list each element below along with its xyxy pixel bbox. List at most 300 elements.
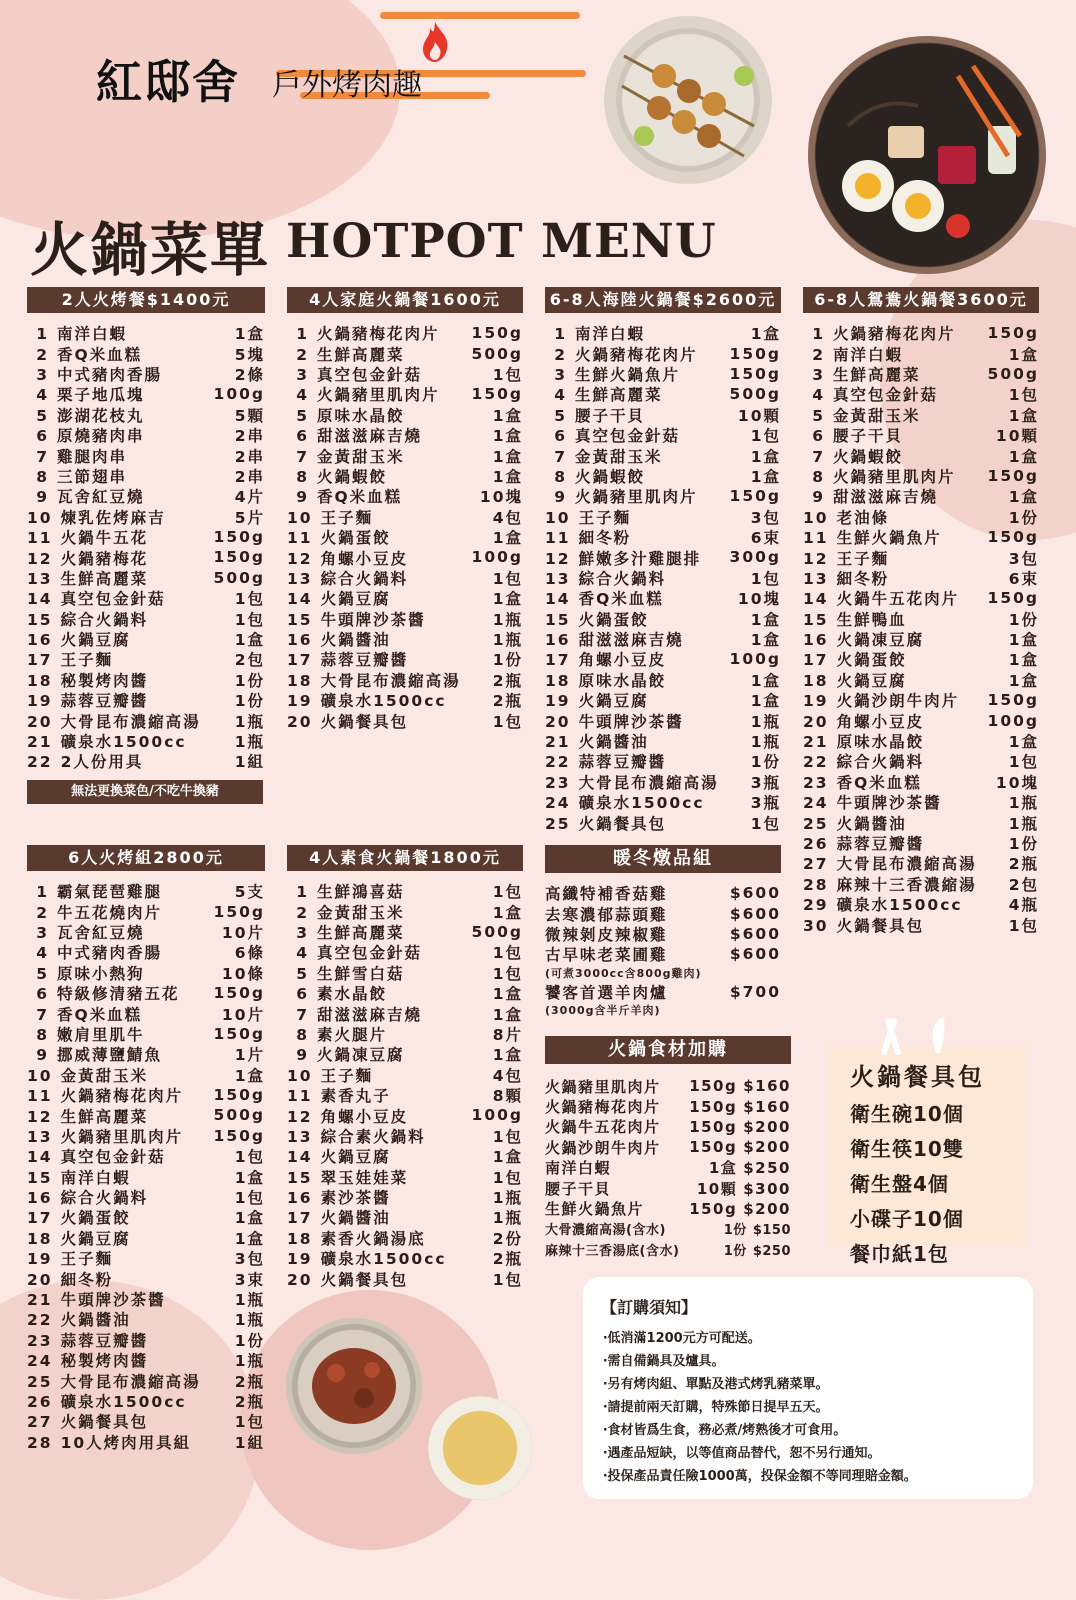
item-quantity: 1盒 [750,610,781,629]
item-name: 甜滋滋麻吉燒 [317,1005,423,1024]
item-name: 火鍋凍豆腐 [836,631,925,650]
item-name: 牛五花燒肉片 [57,903,163,922]
menu-item [287,1024,523,1044]
stew-name: 微辣剝皮辣椒雞 [545,925,668,944]
item-label [803,404,921,426]
addon-price: $200 [743,1117,791,1136]
set-2p-bbq [27,287,265,772]
item-name: 瓦舍紅豆燒 [57,923,145,942]
item-name: 生鮮高麗菜 [317,345,405,364]
item-name: 火鍋餐具包 [578,814,667,833]
item-number: 17 [27,651,53,670]
item-quantity: 1盒 [750,325,781,344]
item-name: 大骨昆布濃縮高湯 [60,712,201,731]
menu-item [287,343,523,363]
item-quantity: 1瓶 [492,1189,523,1208]
item-number: 24 [27,1352,53,1371]
item-number: 25 [27,1372,53,1391]
item-name: 火鍋蝦餃 [317,467,388,486]
item-label [803,363,921,385]
menu-item [27,710,265,730]
item-quantity: 150g [471,324,523,343]
item-label [287,608,426,630]
item-number: 10 [545,508,571,527]
menu-item [287,486,523,506]
item-label [545,547,701,569]
item-label [545,812,666,834]
item-number: 16 [287,1189,313,1208]
brush-stroke [380,12,580,19]
item-number: 8 [36,1025,49,1044]
item-quantity: 2串 [234,467,265,486]
item-name: 礦泉水1500cc [320,692,447,711]
item-label [27,921,145,943]
menu-item [803,364,1039,384]
item-number: 1 [554,325,567,344]
menu-item [287,568,523,588]
menu-item [287,405,523,425]
item-quantity: 150g [213,1086,265,1105]
item-name: 原味水晶餃 [578,671,667,690]
item-number: 18 [287,1229,313,1248]
item-label [287,1125,426,1147]
item-label [27,445,127,467]
item-label [803,424,903,446]
menu-item [545,507,781,527]
menu-item [803,588,1039,608]
page-title-en: HOTPOT MENU [286,214,717,269]
item-quantity: 1盒 [492,985,523,1004]
item-label [27,730,187,752]
item-name: 礦泉水1500cc [60,733,187,752]
item-name: 生鮮高麗菜 [60,1107,149,1126]
item-label [27,424,145,446]
menu-item [27,1146,265,1166]
item-quantity: 4瓶 [1008,896,1039,915]
item-quantity: 5片 [234,508,265,527]
item-number: 7 [812,447,825,466]
order-note-line: ‧食材皆爲生食，務必煮/烤熟後才可食用。 [603,1423,847,1438]
item-label [287,982,387,1004]
menu-item [27,1024,265,1044]
item-name: 腰子干貝 [833,427,904,446]
set-6p-bbq [27,845,265,1452]
item-number: 4 [296,944,309,963]
item-label [803,852,977,874]
item-name: 真空包金針菇 [833,386,939,405]
item-label [287,1003,422,1025]
item-number: 22 [803,753,829,772]
fork-knife-icon [874,1015,964,1055]
item-label [27,1145,166,1167]
item-number: 17 [287,651,313,670]
item-quantity: 1盒 [1008,733,1039,752]
item-label [287,1227,426,1249]
item-number: 6 [554,427,567,446]
item-name: 蒜蓉豆瓣醬 [320,651,409,670]
item-label [27,465,127,487]
menu-item [803,874,1039,894]
item-number: 13 [287,1127,313,1146]
item-name: 火鍋醬油 [578,733,649,752]
item-label [27,1206,131,1228]
item-number: 26 [803,834,829,853]
item-quantity: 100g [213,385,265,404]
menu-item [287,608,523,628]
item-label [27,1043,162,1065]
item-label [27,628,131,650]
item-label [27,648,113,670]
item-quantity: 1份 [1008,508,1039,527]
item-label [803,832,924,854]
item-number: 17 [545,651,571,670]
item-number: 14 [803,590,829,609]
addon-price: $200 [743,1138,791,1157]
item-label [27,404,145,426]
item-quantity: 1包 [234,610,265,629]
addon-item [545,1219,791,1239]
item-quantity: 1盒 [492,903,523,922]
menu-item [27,963,265,983]
item-number: 2 [36,903,49,922]
menu-item [287,983,523,1003]
menu-item [545,466,781,486]
item-name: 挪威薄鹽鯖魚 [57,1046,163,1065]
item-number: 15 [27,610,53,629]
item-quantity: 150g [213,1024,265,1043]
menu-item [545,731,781,751]
item-number: 16 [27,631,53,650]
item-label [27,962,145,984]
menu-item [27,731,265,751]
item-quantity: 1瓶 [234,712,265,731]
item-quantity: 5支 [234,883,265,902]
item-label [803,322,956,344]
tableware-kit-card [828,1045,1028,1266]
set-title: 6人火烤組2800元 [27,845,265,871]
item-label [287,1206,391,1228]
addon-qty: 150g [689,1117,738,1136]
menu-item [27,751,265,771]
item-number: 25 [545,814,571,833]
item-label [27,1247,113,1269]
item-name: 火鍋凍豆腐 [317,1046,405,1065]
item-label [287,506,373,528]
addon-qty: 150g [689,1199,738,1218]
item-number: 24 [545,794,571,813]
item-quantity: 4片 [234,488,265,507]
item-number: 17 [27,1209,53,1228]
item-number: 21 [27,1291,53,1310]
item-number: 15 [287,610,313,629]
addon-qty-price [689,1138,791,1156]
item-label [545,730,649,752]
item-number: 22 [27,1311,53,1330]
item-quantity: 2瓶 [234,1372,265,1391]
item-name: 綜合火鍋料 [578,569,667,588]
menu-item [287,1268,523,1288]
item-number: 23 [803,773,829,792]
item-number: 20 [545,712,571,731]
item-number: 25 [803,814,829,833]
item-quantity: 1包 [1008,753,1039,772]
menu-item [27,1187,265,1207]
item-number: 18 [545,671,571,690]
item-name: 王子麵 [320,508,374,527]
item-label [803,771,922,793]
item-number: 17 [803,651,829,670]
item-quantity: 1盒 [492,590,523,609]
menu-item [27,670,265,690]
item-quantity: 2條 [234,365,265,384]
item-label [27,1410,148,1432]
item-number: 14 [27,590,53,609]
item-number: 8 [812,467,825,486]
item-number: 20 [287,712,313,731]
item-number: 26 [27,1392,53,1411]
item-name: 真空包金針菇 [317,944,423,963]
stew-name: 高纖特補香菇雞 [545,885,668,904]
item-quantity: 3包 [234,1250,265,1269]
item-name: 火鍋醬油 [60,1311,131,1330]
item-label [803,648,907,670]
item-label [545,445,663,467]
item-label [287,567,408,589]
addon-qty: 150g [689,1097,738,1116]
item-quantity: 1包 [492,569,523,588]
addon-price: $250 [752,1243,791,1259]
item-label [27,567,148,589]
item-name: 腰子干貝 [575,406,646,425]
item-label [803,628,924,650]
item-label [545,750,666,772]
stew-price: $700 [729,982,781,1001]
item-label [803,526,942,548]
addon-item [545,1178,791,1198]
item-quantity: 1份 [1008,610,1039,629]
item-name: 大骨昆布濃縮高湯 [320,671,461,690]
item-quantity: 150g [471,385,523,404]
item-number: 9 [296,488,309,507]
item-quantity: 1瓶 [1008,814,1039,833]
menu-item [27,1126,265,1146]
item-number: 8 [36,467,49,486]
stew-note: (3000g含半斤羊肉) [545,1004,661,1018]
set-title: 4人家庭火鍋餐1600元 [287,287,523,313]
item-name: 生鮮火鍋魚片 [575,365,681,384]
item-label [27,1288,166,1310]
menu-item [545,751,781,771]
item-quantity: 1盒 [234,325,265,344]
item-label [27,363,162,385]
menu-item [545,364,781,384]
item-number: 19 [27,1250,53,1269]
item-label [287,1105,408,1127]
item-quantity: 1包 [492,1127,523,1146]
menu-item [27,1350,265,1370]
item-name: 角螺小豆皮 [320,1107,409,1126]
item-label [287,901,405,923]
item-quantity: 1盒 [492,427,523,446]
item-number: 2 [36,345,49,364]
item-quantity: 1包 [492,944,523,963]
item-quantity: 1盒 [492,1005,523,1024]
item-number: 9 [296,1046,309,1065]
item-name: 10人烤肉用具組 [60,1433,192,1452]
menu-item [803,507,1039,527]
item-label [287,648,408,670]
menu-item [803,894,1039,914]
menu-item [27,983,265,1003]
item-number: 11 [803,529,829,548]
item-quantity: 2包 [234,651,265,670]
item-quantity: 1盒 [1008,651,1039,670]
item-quantity: 8片 [492,1025,523,1044]
order-note-line: ‧低消滿1200元方可配送。 [603,1331,761,1346]
item-name: 王子麵 [320,1066,374,1085]
item-quantity: 1組 [234,1433,265,1452]
item-number: 10 [803,508,829,527]
item-name: 真空包金針菇 [60,590,166,609]
menu-item [287,507,523,527]
stir-fry-plate-illustration [286,1318,422,1454]
item-label [287,1145,391,1167]
stew-item [545,924,781,944]
no-swap-note: 無法更換菜色/不吃牛換豬 [27,780,263,804]
item-label [803,608,907,630]
item-number: 1 [812,325,825,344]
item-label [27,485,145,507]
addon-name: 大骨濃縮高湯(含水) [545,1223,666,1239]
item-name: 火鍋醬油 [836,814,907,833]
addon-name: 南洋白蝦 [545,1159,612,1178]
menu-item [27,364,265,384]
item-name: 老油條 [836,508,890,527]
addon-item [545,1117,791,1137]
item-quantity: 1份 [1008,834,1039,853]
item-label [287,1268,408,1290]
item-quantity: 150g [729,487,781,506]
item-quantity: 1瓶 [750,733,781,752]
menu-item [803,486,1039,506]
item-label [545,587,664,609]
item-name: 火鍋牛五花肉片 [836,590,960,609]
item-number: 9 [554,488,567,507]
menu-item [545,690,781,710]
stew-item [545,982,781,1002]
menu-item [27,1309,265,1329]
addon-qty-price [689,1118,791,1136]
item-label [27,383,145,405]
item-number: 20 [27,712,53,731]
item-name: 霸氣琵琶雞腿 [57,883,163,902]
item-name: 香Q米血糕 [317,488,403,507]
addon-item [545,1239,791,1259]
menu-item [545,670,781,690]
menu-item [27,1432,265,1452]
item-name: 真空包金針菇 [317,365,423,384]
item-quantity: 10顆 [995,427,1039,446]
item-name: 真空包金針菇 [575,427,681,446]
item-quantity: 1包 [1008,386,1039,405]
menu-item [545,812,781,832]
menu-item [803,568,1039,588]
item-label [803,669,907,691]
item-number: 14 [545,590,571,609]
item-number: 20 [803,712,829,731]
item-quantity: 1包 [492,883,523,902]
item-quantity: 1盒 [492,406,523,425]
stew-price: $600 [729,884,781,903]
item-quantity: 1盒 [234,1168,265,1187]
item-number: 9 [36,488,49,507]
item-label [27,1431,191,1453]
menu-item [803,527,1039,547]
item-name: 栗子地瓜塊 [57,386,145,405]
item-quantity: 1瓶 [492,610,523,629]
skewer-icon [604,16,772,184]
item-name: 翠玉娃娃菜 [320,1168,409,1187]
item-quantity: 150g [213,984,265,1003]
item-number: 12 [27,549,53,568]
menu-item [27,343,265,363]
stew-name: 饕客首選羊肉爐 [545,983,668,1002]
menu-item [545,588,781,608]
menu-item [803,466,1039,486]
item-label [27,1064,148,1086]
item-label [27,1370,201,1392]
menu-item [803,425,1039,445]
item-name: 原味水晶餃 [836,733,925,752]
kit-item: 小碟子10個 [850,1207,964,1231]
item-name: 特級修清豬五花 [57,985,180,1004]
menu-item [27,588,265,608]
item-quantity: 100g [471,548,523,567]
item-label [287,547,408,569]
menu-item [27,1105,265,1125]
item-label [27,526,148,548]
item-name: 鮮嫩多汁雞腿排 [578,549,702,568]
item-label [803,547,889,569]
item-name: 火鍋蝦餃 [575,467,646,486]
menu-item [803,405,1039,425]
item-number: 18 [803,671,829,690]
brand-logo: 紅邸舍 [96,55,240,109]
item-number: 6 [812,427,825,446]
kit-item: 衛生筷10雙 [850,1137,964,1161]
addon-name: 火鍋豬里肌肉片 [545,1077,661,1096]
menu-item [545,425,781,445]
item-quantity: 3束 [234,1270,265,1289]
item-name: 角螺小豆皮 [578,651,667,670]
item-label [545,628,684,650]
item-number: 12 [287,549,313,568]
item-label [803,343,903,365]
addon-section [545,1036,791,1260]
item-quantity: 500g [213,568,265,587]
item-number: 11 [287,1087,313,1106]
item-name: 礦泉水1500cc [60,1392,187,1411]
set-title: 6-8人海陸火鍋餐$2600元 [545,287,781,313]
item-label [287,322,440,344]
item-quantity: 4包 [492,508,523,527]
item-label [803,812,907,834]
item-quantity: 2串 [234,447,265,466]
addon-price: $250 [743,1159,791,1178]
item-label [27,1125,183,1147]
item-name: 牛頭牌沙茶醬 [60,1291,166,1310]
addon-item [545,1158,791,1178]
